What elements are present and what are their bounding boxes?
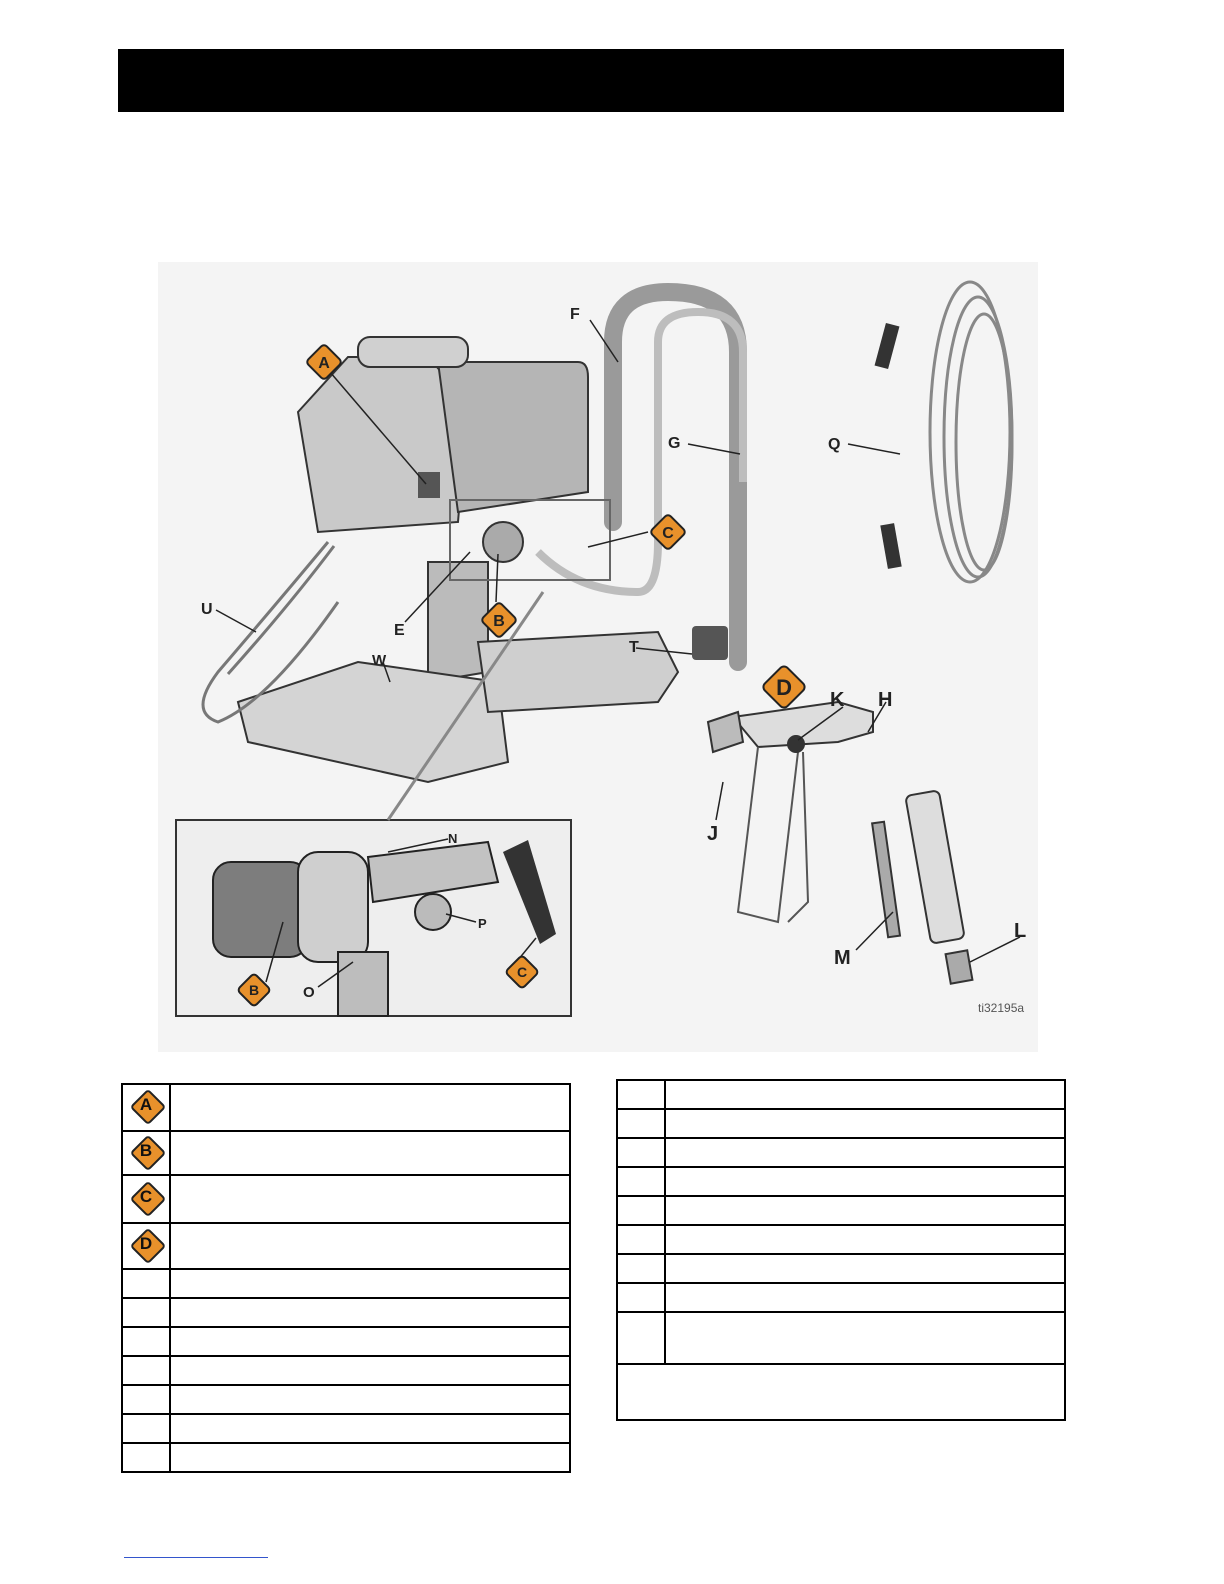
legend-row [617,1080,1065,1109]
legend-key [617,1167,665,1196]
legend-row [617,1109,1065,1138]
callout-d [761,664,806,709]
legend-row [122,1223,570,1269]
legend-row [617,1196,1065,1225]
legend-row [122,1414,570,1443]
legend-key [617,1225,665,1254]
legend-description [170,1385,570,1414]
legend-row [617,1167,1065,1196]
legend-description [170,1414,570,1443]
legend-row [122,1175,570,1223]
legend-table-right [616,1079,1066,1421]
legend-row [122,1084,570,1131]
carry-handle [358,337,468,367]
legend-footer-row [617,1364,1065,1420]
legend-description [170,1327,570,1356]
legend-description [665,1080,1065,1109]
legend-description [665,1109,1065,1138]
legend-key [122,1269,170,1298]
sprayer-diagram [158,262,1038,1052]
callout-k: K [830,689,845,711]
legend-description [170,1298,570,1327]
legend-row [617,1312,1065,1364]
sprayer-illustration [158,262,1038,1052]
page-header-bar [118,49,1064,112]
legend-row [617,1254,1065,1283]
callout-q: Q [828,436,841,453]
b-diamond-icon: B [131,1136,161,1166]
legend-key [617,1109,665,1138]
pressure-knob-large [213,862,308,957]
callout-p: P [478,916,487,931]
legend-key [122,1414,170,1443]
a-diamond-icon: A [131,1090,161,1120]
hose-coil [930,282,1012,582]
callout-w: W [372,652,387,669]
legend-description [665,1254,1065,1283]
legend-row [122,1269,570,1298]
callout-e: E [394,622,405,639]
callout-b-label: B [493,613,505,630]
legend-description [665,1225,1065,1254]
c-diamond-icon: C [131,1182,161,1212]
callout-b-inset-label: B [248,982,260,998]
suction-tube [613,292,738,662]
callout-f: F [570,306,580,323]
callout-l: L [1014,920,1027,942]
legend-key [122,1223,170,1269]
legend-row [617,1283,1065,1312]
callout-m: M [834,947,851,969]
callout-c-inset-label: C [516,964,528,980]
legend-row [122,1298,570,1327]
legend-key [122,1084,170,1131]
callout-u: U [201,601,213,618]
legend-key [122,1327,170,1356]
legend-key [122,1385,170,1414]
legend-description [665,1138,1065,1167]
trigger-lock [788,736,804,752]
base-frame [238,662,508,782]
figure-code: ti32195a [978,1001,1025,1015]
legend-key [617,1080,665,1109]
callout-h: H [878,689,893,711]
callout-c-label: C [662,525,674,542]
legend-description [170,1443,570,1472]
footer-link[interactable] [124,1557,268,1558]
legend-description [170,1223,570,1269]
legend-row [617,1225,1065,1254]
legend-row [122,1443,570,1472]
callout-o: O [303,984,315,1001]
legend-row [617,1138,1065,1167]
inlet-strainer [692,626,728,660]
legend-description [170,1084,570,1131]
legend-key [122,1298,170,1327]
legend-key [617,1283,665,1312]
callout-g: G [668,435,681,452]
label-plate [418,472,440,498]
callout-a-label: A [318,355,330,372]
gun-filter [872,790,972,983]
legend-key [617,1254,665,1283]
legend-row [122,1327,570,1356]
callout-t: T [629,639,639,656]
legend-key [617,1196,665,1225]
legend-row [122,1131,570,1175]
legend-row [122,1385,570,1414]
legend-key [122,1175,170,1223]
legend-description [665,1283,1065,1312]
legend-table-left [121,1083,571,1473]
legend-key [122,1443,170,1472]
legend-description [170,1269,570,1298]
callout-n: N [448,831,458,846]
legend-description [665,1312,1065,1364]
legend-key [122,1356,170,1385]
legend-key [617,1312,665,1364]
spray-gun [708,702,873,922]
hose-fitting-top [875,323,900,369]
pressure-knob-small [483,522,523,562]
legend-description [665,1167,1065,1196]
outlet-fitting [415,894,451,930]
legend-row [122,1356,570,1385]
legend-description [170,1131,570,1175]
hose-fitting-bottom [880,523,901,569]
legend-description [170,1175,570,1223]
d-diamond-icon: D [131,1229,161,1259]
legend-footer-note [617,1364,1065,1420]
legend-key [122,1131,170,1175]
callout-d-label: D [776,675,792,700]
legend-key [617,1138,665,1167]
callout-j: J [707,823,719,845]
legend-description [665,1196,1065,1225]
legend-description [170,1356,570,1385]
